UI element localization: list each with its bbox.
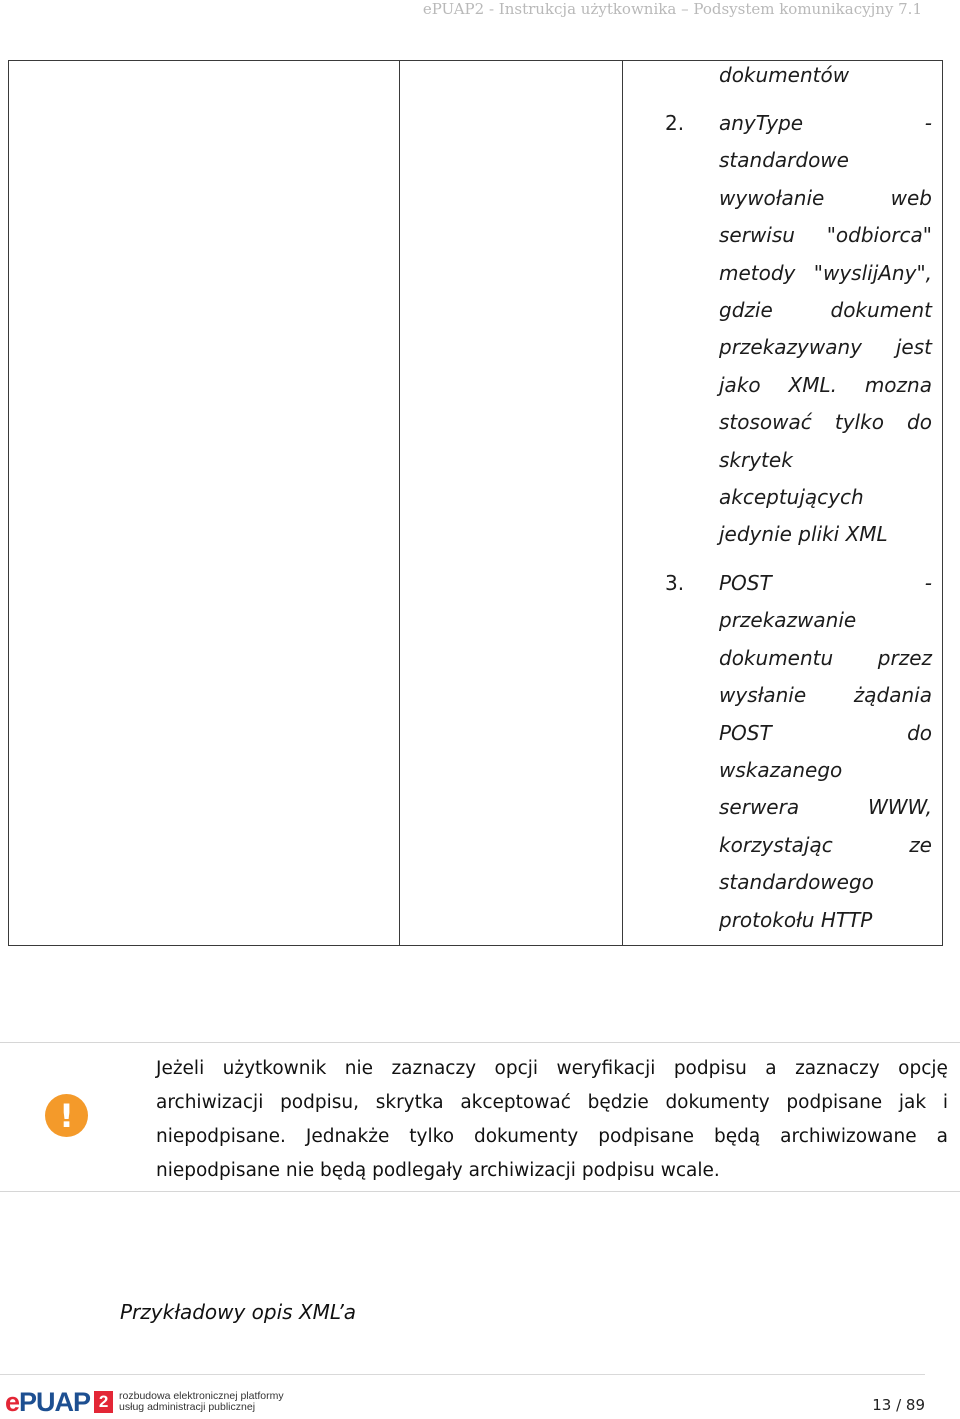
table-word: web: [890, 185, 932, 210]
table-text-line: [719, 870, 874, 894]
table-text-line: [719, 721, 932, 745]
table-text-line: [719, 148, 849, 172]
table-word: anyType: [719, 111, 804, 135]
table-text-line: [719, 223, 932, 247]
table-word: skrytek: [719, 447, 793, 472]
logo-badge: 2: [94, 1391, 113, 1413]
table-word: do: [907, 720, 932, 745]
table-text-line: [719, 111, 932, 135]
table-word: serwisu: [719, 223, 795, 248]
table-word: WWW,: [867, 795, 932, 820]
running-header: ePUAP2 - Instrukcja użytkownika – Podsystem komunikacyjny 7.1: [422, 0, 922, 18]
table-word: wskazanego: [719, 758, 843, 782]
table-word: metody: [719, 260, 796, 285]
table-text-line: [719, 448, 793, 472]
table-text-line: [719, 908, 872, 932]
table-word: dokumentu: [719, 645, 834, 670]
footer-rule: [0, 1374, 925, 1375]
warning-text: [156, 1052, 948, 1188]
logo-wordmark: ePUAP: [5, 1387, 91, 1417]
table-word: jako: [719, 372, 761, 397]
table-word: stosować: [719, 410, 812, 435]
column-divider: [622, 61, 623, 945]
warning-line: archiwizacji podpisu, skrytka akceptować będzie dokumenty podpisane jak i: [156, 1092, 948, 1113]
table-word: wywołanie: [719, 185, 825, 210]
table-word: dokumentów: [719, 63, 850, 87]
table-word: serwera: [719, 795, 800, 820]
logo-subtitle: rozbudowa elektronicznej platformy usług administracji publicznej: [119, 1390, 284, 1413]
table-text-line: [719, 410, 932, 434]
table-word: XML.: [788, 372, 837, 397]
exclamation-icon: !: [45, 1094, 88, 1137]
table-word: gdzie: [719, 298, 773, 322]
table-text-line: [719, 373, 932, 397]
table-word: wysłanie: [719, 683, 807, 708]
table-text-line: [719, 833, 932, 857]
table-word: dokument: [830, 298, 932, 322]
table-word: przekazywany: [719, 335, 863, 360]
table-text-line: [719, 795, 932, 819]
column-divider: [399, 61, 400, 945]
table-word: "odbiorca": [826, 223, 932, 248]
table-word: żądania: [853, 683, 932, 708]
table-text-line: [719, 758, 842, 782]
table-word: -: [924, 111, 932, 135]
table-word: akceptujących: [719, 485, 864, 509]
table-word: przez: [877, 645, 932, 670]
table-word: przekazwanie: [719, 608, 857, 633]
table-word: korzystając: [719, 832, 833, 857]
table-text-line: [719, 186, 932, 210]
document-table: [8, 60, 943, 946]
table-text-line: [719, 571, 932, 595]
list-number: 3.: [665, 571, 685, 595]
list-number: 2.: [665, 111, 685, 135]
warning-line: Jeżeli użytkownik nie zaznaczy opcji weryfikacji podpisu a zaznaczy opcję: [156, 1058, 948, 1079]
table-text-line: [719, 646, 932, 670]
table-text-line: [719, 335, 932, 359]
warning-line: niepodpisane nie będą podlegały archiwizacji podpisu wcale.: [156, 1160, 720, 1181]
table-word: POST: [719, 571, 772, 595]
table-word: jedynie pliki XML: [719, 522, 888, 547]
table-text-line: [719, 261, 932, 285]
table-cell-description: [665, 61, 932, 941]
warning-bottom-rule: [0, 1191, 960, 1192]
epuap-logo: [5, 1388, 284, 1416]
table-word: standardowego: [719, 870, 874, 895]
table-word: tylko: [834, 410, 884, 435]
section-caption: Przykładowy opis XML’a: [120, 1300, 357, 1324]
table-text-line: [719, 63, 849, 87]
table-text-line: [719, 522, 888, 546]
table-word: do: [907, 410, 932, 435]
table-word: "wyslijAny",: [813, 260, 932, 285]
table-text-line: [719, 298, 932, 322]
table-word: protokołu HTTP: [719, 907, 873, 932]
table-text-line: [719, 683, 932, 707]
table-word: standardowe: [719, 148, 849, 173]
table-word: -: [924, 571, 932, 595]
warning-top-rule: [0, 1042, 960, 1043]
table-text-line: [719, 608, 856, 632]
page-number: 13 / 89: [872, 1396, 925, 1414]
table-word: mozna: [864, 372, 932, 397]
warning-line: niepodpisane. Jednakże tylko dokumenty podpisane będą archiwizowane a: [156, 1126, 948, 1147]
table-word: POST: [719, 720, 772, 745]
table-word: ze: [909, 832, 932, 857]
table-word: jest: [895, 335, 932, 360]
table-text-line: [719, 485, 864, 509]
